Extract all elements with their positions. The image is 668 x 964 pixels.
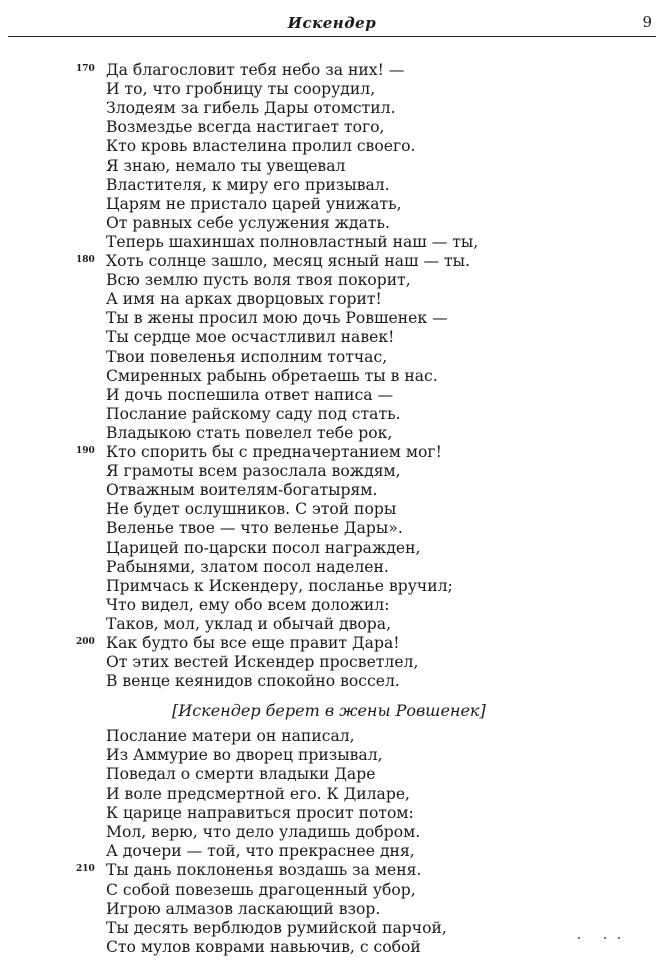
poem-line: Из Аммурие во дворец призывал,	[106, 746, 383, 765]
poem-line: Мол, верю, что дело уладишь добром.	[106, 823, 421, 841]
poem-line: И воле предсмертной его. К Диларе,	[106, 784, 411, 803]
print-speck	[578, 937, 580, 939]
poem-line: Послание райскому саду под стать.	[106, 404, 401, 423]
poem-line: Твои повеленья исполним тотчас,	[106, 347, 388, 366]
line-number: 210	[76, 864, 95, 875]
poem-line: Я грамоты всем разослала вождям,	[106, 462, 401, 481]
poem-line: Как будто бы все еще правит Дара!	[106, 634, 400, 652]
poem-line: Смиренных рабынь обретаешь ты в нас.	[106, 366, 438, 385]
poem-line: Рабынями, златом посол наделен.	[106, 557, 389, 576]
poem-line: Да благословит тебя небо за них! —	[106, 61, 405, 79]
poem-line: А имя на арках дворцовых горит!	[106, 290, 382, 309]
poem-line: И дочь поспешила ответ написа —	[106, 385, 394, 404]
line-number: 200	[76, 637, 95, 647]
poem-line: Возмездье всегда настигает того,	[106, 118, 385, 137]
poem-line: И то, что гробницу ты соорудил,	[106, 80, 376, 99]
poem-line: К царице направиться просит потом:	[106, 803, 414, 822]
poem-line: Игрою алмазов ласкающий взор.	[106, 899, 381, 918]
poem-line: Я знаю, немало ты увещевал	[106, 156, 346, 175]
poem-line: Не будет ослушников. С этой поры	[106, 500, 397, 519]
running-title: Искендер	[287, 14, 377, 32]
poem-line: От равных себе услужения ждать.	[106, 213, 390, 232]
poem-line: Кто кровь властелина пролил своего.	[106, 137, 416, 156]
poem-line: Ты десять верблюдов румийской парчой,	[106, 919, 447, 937]
section-heading: [Искендер берет в жены Ровшенек]	[172, 701, 486, 720]
poem-line: Теперь шахиншах полновластный наш — ты,	[106, 232, 479, 251]
line-number: 180	[76, 255, 95, 265]
poem-line: Ты сердце мое осчастливил навек!	[106, 328, 395, 347]
poem-line: Веленье твое — что веленье Дары».	[106, 519, 403, 538]
print-speck	[618, 937, 620, 939]
print-speck	[604, 937, 606, 939]
poem-line: Властителя, к миру его призывал.	[106, 175, 390, 194]
poem-line: Примчась к Искендеру, посланье вручил;	[106, 576, 453, 595]
poem-line: Ты дань поклоненья воздашь за меня.	[106, 861, 422, 880]
page-number: 9	[642, 13, 652, 31]
poem-line: Владыкою стать повелел тебе рок,	[106, 423, 393, 442]
poem-line: Царям не пристало царей унижать,	[106, 194, 402, 213]
poem-line: Что видел, ему обо всем доложил:	[106, 595, 390, 614]
poem-line: Послание матери он написал,	[106, 727, 355, 745]
poem-line: Всю землю пусть воля твоя покорит,	[106, 271, 411, 290]
page-header	[8, 10, 656, 37]
line-number: 170	[76, 64, 95, 74]
poem-line: Таков, мол, уклад и обычай двора,	[106, 614, 392, 633]
poem-line: Поведал о смерти владыки Даре	[106, 765, 376, 784]
poem-line: Сто мулов коврами навьючив, с собой	[106, 938, 421, 957]
poem-line: Царицей по-царски посол награжден,	[106, 538, 421, 557]
poem-line: С собой повезешь драгоценный убор,	[106, 880, 416, 899]
poem-line: А дочери — той, что прекраснее дня,	[106, 842, 415, 861]
poem-line: Ты в жены просил мою дочь Ровшенек —	[106, 309, 448, 328]
poem-line: От этих вестей Искендер просветлел,	[106, 653, 419, 672]
poem-line: Хоть солнце зашло, месяц ясный наш — ты.	[106, 252, 471, 270]
poem-line: Отважным воителям-богатырям.	[106, 481, 378, 500]
poem-line: Кто спорить бы с предначертанием мог!	[106, 443, 442, 461]
line-number: 190	[76, 446, 95, 456]
poem-line: В венце кеянидов спокойно воссел.	[106, 672, 400, 691]
poem-line: Злодеям за гибель Дары отомстил.	[106, 99, 396, 118]
